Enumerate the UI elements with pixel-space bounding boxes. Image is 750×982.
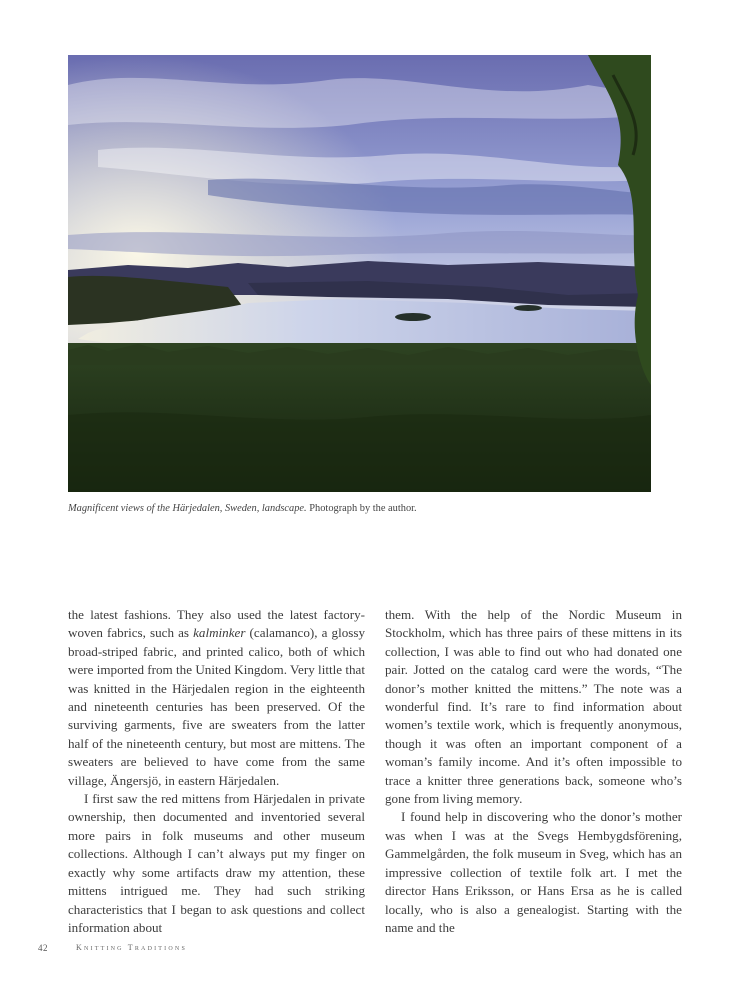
paragraph-text: the latest fashions. They also used the latest factory-woven fabrics, such as bbox=[68, 607, 365, 641]
caption-credit: Photograph by the author. bbox=[309, 503, 417, 514]
paragraph: them. With the help of the Nordic Museum in Stockholm, which has three pairs of these mittens in its collection, I was able to find out who had donated one pair. Jotted on the catalog card were the words, “The donor’s mother knitted the mittens.” The note was a wonderful find. It’s rare to find information about women’s textile work, which is frequently anonymous, though it was often an important component of a woman’s family income. And it’s often impossible to trace a knitter three generations back, someone who’s gone from living memory. bbox=[385, 607, 682, 807]
landscape-photo bbox=[68, 55, 651, 492]
running-head: Knitting Traditions bbox=[76, 943, 187, 952]
emphasis-term: kalminker bbox=[193, 625, 246, 641]
page-number: 42 bbox=[38, 943, 48, 953]
caption-title: Magnificent views of the Härjedalen, Sweden, landscape. bbox=[68, 503, 307, 514]
body-column-right bbox=[385, 606, 682, 937]
body-column-left bbox=[68, 606, 365, 937]
paragraph-text: (calamanco), a glossy broad-striped fabric, and printed calico, both of which were imported from the United Kingdom. Very little that was knitted in the Härjedalen region in the eighteenth and nineteenth centuries has been preserved. Of the surviving garments, five are sweaters from the latter half of the nineteenth century, but most are mittens. The sweaters are believed to have come from the same village, Ängersjö, in eastern Härjedalen. bbox=[68, 625, 365, 788]
paragraph: I found help in discovering who the donor’s mother was when I was at the Svegs Hembygdsförening, Gammelgården, the folk museum in Sveg, which has an impressive collection of textile folk art. I met the director Hans Eriksson, or Hans Ersa as he is called locally, who is also a genealogist. Starting with the name and the bbox=[385, 809, 682, 935]
paragraph bbox=[68, 606, 365, 790]
photo-caption bbox=[68, 501, 668, 517]
paragraph: I first saw the red mittens from Härjedalen in private ownership, then documented and inventoried several more pairs in folk museums and other museum collections. Although I can’t always put my finger on exactly why some artifacts draw my attention, these mittens intrigued me. They had such striking characteristics that I began to ask questions and collect information about bbox=[68, 791, 365, 935]
